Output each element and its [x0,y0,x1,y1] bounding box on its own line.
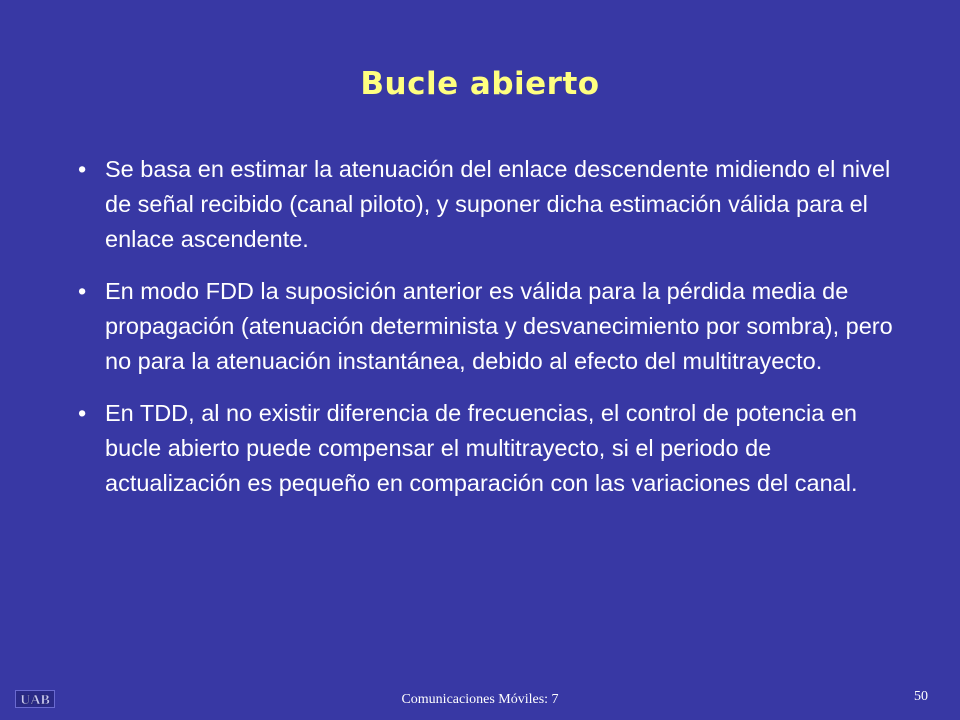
bullet-list [78,152,898,518]
bullet-text: En TDD, al no existir diferencia de frecuencias, el control de potencia en bucle abierto puede compensar el multitrayecto, si el periodo de actualización es pequeño en comparación con las variaciones del canal. [105,400,858,496]
bullet-item [78,396,898,501]
bullet-text: Se basa en estimar la atenuación del enlace descendente midiendo el nivel de señal recibido (canal piloto), y suponer dicha estimación válida para el enlace ascendente. [105,156,891,252]
footer-course: Comunicaciones Móviles: 7 [401,692,559,707]
bullet-dot-icon: • [78,156,87,182]
bullet-text: En modo FDD la suposición anterior es válida para la pérdida media de propagación (atenuación determinista y desvanecimiento por sombra), pero no para la atenuación instantánea, debido al efecto del multitrayecto. [105,278,893,374]
page-number: 50 [914,689,928,704]
uab-logo-text: UAB [20,693,50,708]
bullet-item [78,274,898,379]
bullet-item [78,152,898,257]
bullet-dot-icon: • [78,400,87,426]
slide-title: Bucle abierto [360,66,600,102]
bullet-dot-icon: • [78,278,87,304]
